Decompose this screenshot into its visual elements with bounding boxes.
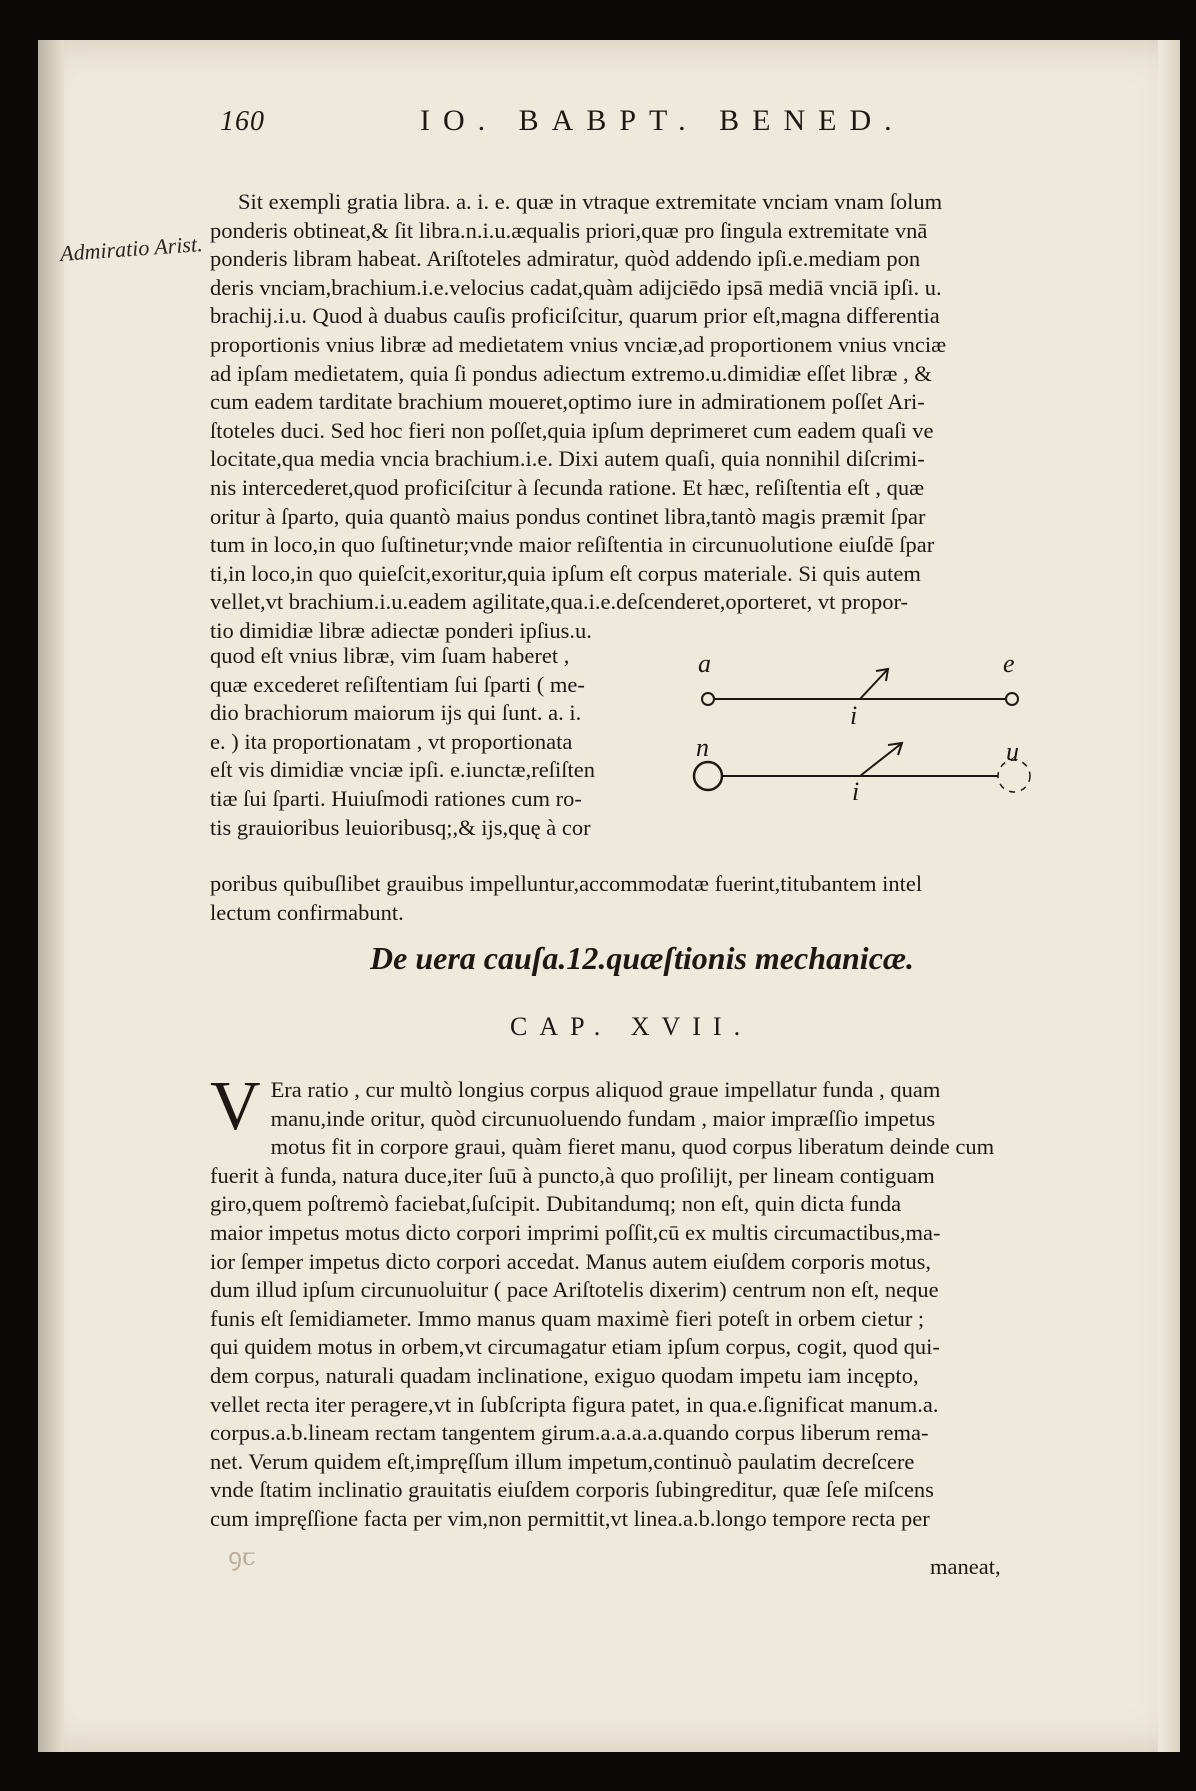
text-line: ad ipſam medietatem, quia ſi pondus adiectum extremo.u.dimidiæ eſſet libræ , &	[210, 360, 932, 386]
text-line: brachij.i.u. Quod à duabus cauſis proficiſcitur, quarum prior eſt,magna differentia	[210, 303, 940, 329]
text-line: oritur à ſparto, quia quantò maius pondus continet libra,tantò magis præmit ſpar	[210, 503, 926, 529]
text-line: ſtoteles duci. Sed hoc fieri non poſſet,quia ipſum deprimeret cum eadem quaſi ve	[210, 417, 934, 443]
catchword: maneat,	[930, 1554, 1001, 1579]
figure-label-n: n	[696, 733, 709, 762]
text-line: ior ſemper impetus dicto corpori accedat. Manus autem eiuſdem corporis motus,	[210, 1248, 932, 1274]
text-line: cum impręſſione facta per vim,non permittit,vt linea.a.b.longo tempore recta per	[210, 1505, 930, 1531]
paragraph-1-tail	[210, 870, 1060, 927]
text-line: ponderis obtineat,& ſit libra.n.i.u.æqualis priori,quæ pro ſingula extremitate vnā	[210, 217, 928, 243]
text-line: deris vnciam,brachium.i.e.velocius cadat,quàm adijciēdo ipsā mediā vnciā ipſi. u.	[210, 274, 942, 300]
figure-label-a: a	[698, 649, 711, 678]
text-line: ponderis libram habeat. Ariſtoteles admiratur, quòd addendo ipſi.e.mediam pon	[210, 246, 921, 272]
text-line: corpus.a.b.lineam rectam tangentem girum.a.a.a.a.quando corpus liberum rema-	[210, 1420, 929, 1446]
text-line: Era ratio , cur multò longius corpus aliquod graue impellatur funda , quam	[270, 1077, 941, 1102]
text-line: poribus quibuſlibet grauibus impelluntur,accommodatæ fuerint,titubantem intel	[210, 871, 923, 896]
chapter-heading: CAP. XVII.	[510, 1012, 753, 1041]
drop-cap: V	[210, 1068, 261, 1145]
text-line: tum in loco,in quo ſuſtinetur;vnde maior reſiſtentia in circunuolutione eiuſdē ſpar	[210, 532, 935, 558]
ink-smudge: ꝯꞇ	[228, 1545, 256, 1571]
paragraph-2	[210, 1068, 1060, 1534]
text-line: vellet recta iter peragere,vt in ſubſcripta figura patet, in qua.e.ſignificat manum.a.	[210, 1391, 939, 1417]
text-line: maior impetus motus dicto corpori imprimi poſſit,cū ex multis circumactibus,ma-	[210, 1219, 941, 1245]
text-line: cum eadem tarditate brachium moueret,optimo iure in admirationem poſſet Ari-	[210, 389, 925, 415]
text-line: quod eſt vnius libræ, vim ſuam haberet ,	[210, 643, 570, 668]
text-line: tio dimidiæ libræ adiectæ ponderi ipſius.u.	[210, 617, 592, 643]
text-line: dum illud ipſum circunuoluitur ( pace Ariſtotelis dixerim) centrum non eſt, neque	[210, 1277, 939, 1303]
text-line: Sit exempli gratia libra. a. i. e. quæ in vtraque extremitate vnciam vnam ſolum	[238, 189, 943, 214]
text-line: tis grauioribus leuioribusq;,& ijs,quę à cor	[210, 814, 591, 840]
text-line: fuerit à funda, natura duce,iter ſuū à puncto,à quo proſilijt, per lineam contiguam	[210, 1162, 935, 1188]
text-line: motus fit in corpore graui, quàm fieret manu, quod corpus liberatum deinde cum	[270, 1134, 995, 1160]
text-line: e. ) ita proportionatam , vt proportionata	[210, 728, 573, 754]
lever-diagram	[680, 655, 1060, 820]
page-number: 160	[220, 106, 265, 137]
text-line: giro,quem poſtremò faciebat,ſuſcipit. Dubitandumq; non eſt, quin dicta funda	[210, 1191, 902, 1217]
page-gutter	[38, 40, 64, 1752]
text-line: vnde ſtatim inclinatio grauitatis eiuſdem corporis ſubingreditur, quæ ſeſe miſcens	[210, 1477, 934, 1503]
lever-figure	[680, 649, 1060, 820]
text-line: lectum confirmabunt.	[210, 899, 404, 925]
text-line: qui quidem motus in orbem,vt circumagatur etiam ipſum corpus, cogit, quod qui-	[210, 1334, 940, 1360]
paragraph-1-wrapped	[210, 642, 660, 842]
text-line: eſt vis dimidiæ vnciæ ipſi. e.iunctæ,reſiſten	[210, 757, 595, 783]
running-title: IO. BABPT. BENED.	[420, 104, 905, 137]
text-line: proportionis vnius libræ ad medietatem vnius vnciæ,ad proportionem vnius vnciæ	[210, 331, 947, 357]
text-line: funis eſt ſemidiameter. Immo manus quam maximè fieri poteſt in orbem cietur ;	[210, 1305, 925, 1331]
text-line: nis intercederet,quod proficiſcitur à ſecunda ratione. Et hæc, reſiſtentia eſt , quæ	[210, 474, 925, 500]
text-line: manu,inde oritur, quòd circunuoluendo fundam , maior impræſſio impetus	[270, 1105, 936, 1131]
text-line: quæ excederet reſiſtentiam ſui ſparti ( me-	[210, 671, 585, 697]
page-edge	[1158, 40, 1180, 1752]
figure-label-i-top: i	[850, 701, 858, 730]
figure-label-i-bottom: i	[852, 777, 860, 806]
paragraph-1	[210, 188, 1060, 646]
figure-label-e: e	[1003, 649, 1015, 678]
figure-label-u: u	[1006, 737, 1019, 766]
text-line: vellet,vt brachium.i.u.eadem agilitate,qua.i.e.deſcenderet,oporteret, vt propor-	[210, 589, 909, 615]
text-line: ti,in loco,in quo quieſcit,exoritur,quia ipſum eſt corpus materiale. Si quis autem	[210, 560, 921, 586]
margin-note: Admiratio Arist.	[59, 231, 204, 266]
text-line: tiæ ſui ſparti. Huiuſmodi rationes cum ro-	[210, 785, 582, 811]
text-line: dem corpus, naturali quadam inclinatione, exiguo quodam impetu iam incępto,	[210, 1362, 919, 1388]
text-line: net. Verum quidem eſt,impręſſum illum impetum,continuò paulatim decreſcere	[210, 1448, 915, 1474]
paragraph-2-lines	[210, 1068, 1060, 1534]
text-line: locitate,qua media vncia brachium.i.e. Dixi autem quaſi, quia nonnihil diſcrimi-	[210, 446, 925, 472]
section-title: De uera cauſa.12.quæſtionis mechanicæ.	[370, 940, 914, 976]
text-line: dio brachiorum maiorum ijs qui ſunt. a. i.	[210, 700, 582, 726]
